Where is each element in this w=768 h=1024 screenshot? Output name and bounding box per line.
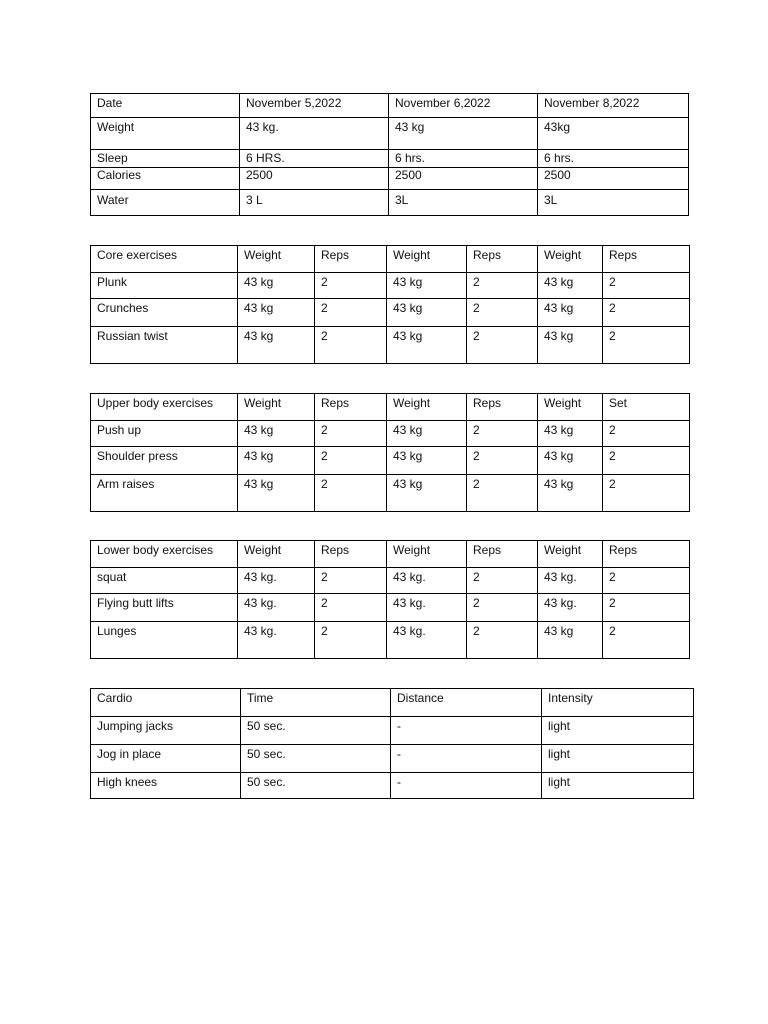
table-header-cell <box>467 394 538 421</box>
table-row <box>91 94 689 118</box>
table-cell <box>241 745 391 773</box>
cell-text: 43 kg. <box>244 570 277 584</box>
cell-text: 43 kg <box>393 301 423 315</box>
upper-body-exercises-table <box>90 393 690 512</box>
table-cell <box>315 594 387 622</box>
cell-text: 3L <box>395 193 409 207</box>
table-cell <box>240 150 389 168</box>
table-cell <box>238 299 315 327</box>
table-cell <box>238 622 315 659</box>
table-cell <box>91 717 241 745</box>
table-header-cell <box>91 394 238 421</box>
table-row <box>91 745 694 773</box>
table-header-cell <box>387 394 467 421</box>
cell-text: Weight <box>544 543 582 557</box>
cell-text: Core exercises <box>97 248 178 262</box>
cell-text: 50 sec. <box>247 775 286 789</box>
cell-text: Reps <box>473 248 502 262</box>
table-header-cell <box>467 246 538 273</box>
table-cell <box>389 190 538 216</box>
cell-text: Distance <box>397 691 444 705</box>
cell-text: 2 <box>473 423 480 437</box>
cell-text: Calories <box>97 168 142 182</box>
table-cell <box>238 273 315 299</box>
cell-text: 43 kg. <box>544 570 577 584</box>
table-header-cell <box>538 246 603 273</box>
cell-text: Flying butt lifts <box>97 596 174 610</box>
table-cell <box>467 273 538 299</box>
table-cell <box>91 190 240 216</box>
cell-text: Weight <box>244 543 282 557</box>
daily-summary-table <box>90 93 689 216</box>
cell-text: Weight <box>244 396 282 410</box>
table-cell <box>238 327 315 364</box>
cell-text: 43 kg <box>544 301 574 315</box>
cell-text: Reps <box>321 248 350 262</box>
cell-text: High knees <box>97 775 158 789</box>
table-row <box>91 273 690 299</box>
table-cell <box>542 773 694 799</box>
cell-text: 43 kg <box>393 329 423 343</box>
table-cell <box>467 568 538 594</box>
cell-text: Reps <box>473 543 502 557</box>
cell-text: Reps <box>473 396 502 410</box>
cell-text: 43 kg <box>393 449 423 463</box>
cell-text: 2500 <box>395 168 422 182</box>
table-cell <box>603 568 690 594</box>
table-cell <box>91 299 238 327</box>
table-cell <box>387 421 467 447</box>
table-cell <box>603 622 690 659</box>
table-cell <box>91 421 238 447</box>
cell-text: Crunches <box>97 301 149 315</box>
cell-text: Reps <box>321 396 350 410</box>
table-cell <box>91 568 238 594</box>
cell-text: 6 hrs. <box>395 151 426 165</box>
table-cell <box>315 299 387 327</box>
table-header-cell <box>238 541 315 568</box>
table-cell <box>538 447 603 475</box>
cell-text: 2 <box>609 624 616 638</box>
cell-text: 43 kg <box>393 423 423 437</box>
table-cell <box>389 150 538 168</box>
cell-text: Upper body exercises <box>97 396 214 410</box>
cell-text: November 5,2022 <box>246 96 342 110</box>
table-row <box>91 622 690 659</box>
table-cell <box>240 190 389 216</box>
table-cell <box>391 745 542 773</box>
cell-text: 43 kg. <box>393 624 426 638</box>
table-cell <box>389 118 538 150</box>
table-header-cell <box>538 94 689 118</box>
table-header-cell <box>315 394 387 421</box>
cell-text: 43 kg. <box>244 596 277 610</box>
table-cell <box>391 773 542 799</box>
table-cell <box>91 475 238 512</box>
table-cell <box>538 150 689 168</box>
cell-text: 2 <box>473 624 480 638</box>
cell-text: 43kg <box>544 120 571 134</box>
table-row <box>91 447 690 475</box>
cell-text: light <box>548 775 571 789</box>
table-cell <box>315 327 387 364</box>
cell-text: 43 kg <box>393 477 423 491</box>
table-cell <box>91 594 238 622</box>
table-cell <box>391 717 542 745</box>
table-header-cell <box>91 689 241 717</box>
cell-text: 2 <box>609 596 616 610</box>
table-header-cell <box>467 541 538 568</box>
table-cell <box>538 168 689 190</box>
table-header-cell <box>391 689 542 717</box>
cell-text: - <box>397 775 401 789</box>
cell-text: 43 kg <box>544 423 574 437</box>
table-header-cell <box>315 541 387 568</box>
cell-text: 6 hrs. <box>544 151 575 165</box>
cell-text: 2 <box>321 329 328 343</box>
cell-text: Time <box>247 691 274 705</box>
cell-text: 2 <box>609 275 616 289</box>
table-cell <box>467 327 538 364</box>
table-cell <box>467 447 538 475</box>
cell-text: Cardio <box>97 691 133 705</box>
cell-text: squat <box>97 570 127 584</box>
cell-text: 43 kg <box>544 275 574 289</box>
cell-text: Date <box>97 96 123 110</box>
cell-text: 43 kg. <box>393 596 426 610</box>
table-row <box>91 773 694 799</box>
table-header-cell <box>240 94 389 118</box>
table-header-cell <box>238 246 315 273</box>
cell-text: 43 kg <box>395 120 425 134</box>
table-header-cell <box>91 94 240 118</box>
cell-text: 3L <box>544 193 558 207</box>
table-cell <box>315 622 387 659</box>
table-cell <box>238 421 315 447</box>
table-cell <box>238 475 315 512</box>
table-cell <box>538 273 603 299</box>
table-header-cell <box>603 394 690 421</box>
table-cell <box>387 475 467 512</box>
table-cell <box>538 568 603 594</box>
table-row <box>91 150 689 168</box>
cell-text: 2 <box>321 449 328 463</box>
table-cell <box>542 745 694 773</box>
cell-text: 2 <box>473 570 480 584</box>
table-cell <box>238 594 315 622</box>
table-cell <box>538 622 603 659</box>
table-cell <box>240 118 389 150</box>
cell-text: Weight <box>393 396 431 410</box>
cell-text: 3 L <box>246 193 263 207</box>
cell-text: 2500 <box>246 168 273 182</box>
table-header-cell <box>389 94 538 118</box>
table-row <box>91 594 690 622</box>
table-header-cell <box>91 246 238 273</box>
cell-text: 43 kg <box>244 449 274 463</box>
cell-text: Intensity <box>548 691 593 705</box>
table-cell <box>387 299 467 327</box>
cell-text: 2 <box>609 570 616 584</box>
cell-text: 43 kg <box>244 329 274 343</box>
table-cell <box>603 475 690 512</box>
cell-text: Jog in place <box>97 747 162 761</box>
cell-text: Reps <box>609 248 638 262</box>
cell-text: 43 kg <box>544 477 574 491</box>
table-header-cell <box>603 541 690 568</box>
cell-text: Arm raises <box>97 477 155 491</box>
table-row <box>91 541 690 568</box>
table-cell <box>387 568 467 594</box>
cell-text: 43 kg <box>544 624 574 638</box>
table-cell <box>315 273 387 299</box>
table-cell <box>467 299 538 327</box>
table-row <box>91 299 690 327</box>
cell-text: 43 kg <box>544 329 574 343</box>
cell-text: 2 <box>321 275 328 289</box>
cell-text: 2 <box>473 596 480 610</box>
table-cell <box>315 568 387 594</box>
cell-text: 2 <box>473 275 480 289</box>
cell-text: 43 kg. <box>246 120 279 134</box>
cell-text: 2 <box>473 301 480 315</box>
table-header-cell <box>542 689 694 717</box>
cell-text: 2 <box>321 596 328 610</box>
table-cell <box>538 299 603 327</box>
table-cell <box>387 622 467 659</box>
table-cell <box>467 475 538 512</box>
table-header-cell <box>603 246 690 273</box>
cell-text: Plunk <box>97 275 128 289</box>
table-cell <box>387 273 467 299</box>
table-cell <box>91 327 238 364</box>
table-cell <box>538 475 603 512</box>
cardio-table <box>90 688 694 799</box>
table-cell <box>91 773 241 799</box>
cell-text: 43 kg <box>393 275 423 289</box>
table-cell <box>91 118 240 150</box>
table-header-cell <box>538 394 603 421</box>
table-header-cell <box>91 541 238 568</box>
cell-text: light <box>548 747 571 761</box>
table-cell <box>538 190 689 216</box>
cell-text: Sleep <box>97 151 128 165</box>
table-cell <box>238 568 315 594</box>
table-cell <box>603 594 690 622</box>
cell-text: 43 kg. <box>393 570 426 584</box>
cell-text: Lower body exercises <box>97 543 214 557</box>
cell-text: 2 <box>473 477 480 491</box>
table-cell <box>467 594 538 622</box>
table-cell <box>241 717 391 745</box>
table-row <box>91 168 689 190</box>
core-exercises-table <box>90 245 690 364</box>
cell-text: Jumping jacks <box>97 719 174 733</box>
cell-text: Shoulder press <box>97 449 178 463</box>
cell-text: 43 kg <box>544 449 574 463</box>
cell-text: light <box>548 719 571 733</box>
cell-text: Weight <box>244 248 282 262</box>
table-cell <box>538 327 603 364</box>
table-cell <box>603 299 690 327</box>
table-cell <box>241 773 391 799</box>
table-header-cell <box>387 541 467 568</box>
cell-text: Weight <box>544 396 582 410</box>
cell-text: 43 kg. <box>244 624 277 638</box>
table-cell <box>238 447 315 475</box>
cell-text: 50 sec. <box>247 747 286 761</box>
cell-text: 2 <box>321 477 328 491</box>
table-cell <box>603 327 690 364</box>
cell-text: 2 <box>609 301 616 315</box>
cell-text: Weight <box>544 248 582 262</box>
table-cell <box>315 475 387 512</box>
table-cell <box>603 273 690 299</box>
cell-text: 50 sec. <box>247 719 286 733</box>
cell-text: November 6,2022 <box>395 96 491 110</box>
cell-text: 2 <box>609 449 616 463</box>
cell-text: 6 HRS. <box>246 151 285 165</box>
table-cell <box>538 118 689 150</box>
table-cell <box>240 168 389 190</box>
cell-text: - <box>397 719 401 733</box>
cell-text: Weight <box>97 120 135 134</box>
cell-text: 2 <box>321 570 328 584</box>
table-header-cell <box>387 246 467 273</box>
table-row <box>91 327 690 364</box>
cell-text: 43 kg <box>244 477 274 491</box>
cell-text: 2 <box>321 624 328 638</box>
table-cell <box>603 421 690 447</box>
table-cell <box>91 168 240 190</box>
cell-text: 2 <box>321 423 328 437</box>
cell-text: Reps <box>321 543 350 557</box>
cell-text: Set <box>609 396 628 410</box>
table-cell <box>389 168 538 190</box>
cell-text: 2 <box>321 301 328 315</box>
table-row <box>91 118 689 150</box>
cell-text: 2 <box>609 329 616 343</box>
table-cell <box>387 327 467 364</box>
table-cell <box>387 594 467 622</box>
cell-text: 43 kg. <box>544 596 577 610</box>
cell-text: Weight <box>393 543 431 557</box>
cell-text: 2 <box>609 423 616 437</box>
cell-text: 2 <box>473 329 480 343</box>
cell-text: Push up <box>97 423 142 437</box>
cell-text: Water <box>97 193 129 207</box>
cell-text: Russian twist <box>97 329 168 343</box>
cell-text: 2 <box>473 449 480 463</box>
table-header-cell <box>538 541 603 568</box>
table-cell <box>91 447 238 475</box>
table-row <box>91 190 689 216</box>
table-cell <box>538 594 603 622</box>
table-cell <box>315 447 387 475</box>
table-row <box>91 475 690 512</box>
cell-text: 43 kg <box>244 301 274 315</box>
table-cell <box>91 745 241 773</box>
table-header-cell <box>241 689 391 717</box>
table-cell <box>538 421 603 447</box>
cell-text: November 8,2022 <box>544 96 640 110</box>
cell-text: Lunges <box>97 624 137 638</box>
table-cell <box>387 447 467 475</box>
cell-text: 43 kg <box>244 275 274 289</box>
table-cell <box>91 273 238 299</box>
table-header-cell <box>238 394 315 421</box>
table-header-cell <box>315 246 387 273</box>
cell-text: - <box>397 747 401 761</box>
table-row <box>91 246 690 273</box>
table-cell <box>542 717 694 745</box>
table-row <box>91 568 690 594</box>
lower-body-exercises-table <box>90 540 690 659</box>
table-row <box>91 717 694 745</box>
table-cell <box>91 622 238 659</box>
table-cell <box>603 447 690 475</box>
table-row <box>91 421 690 447</box>
cell-text: 2500 <box>544 168 571 182</box>
cell-text: Reps <box>609 543 638 557</box>
table-cell <box>467 421 538 447</box>
cell-text: 43 kg <box>244 423 274 437</box>
table-cell <box>91 150 240 168</box>
cell-text: 2 <box>609 477 616 491</box>
table-row <box>91 394 690 421</box>
cell-text: Weight <box>393 248 431 262</box>
table-row <box>91 689 694 717</box>
table-cell <box>467 622 538 659</box>
table-cell <box>315 421 387 447</box>
